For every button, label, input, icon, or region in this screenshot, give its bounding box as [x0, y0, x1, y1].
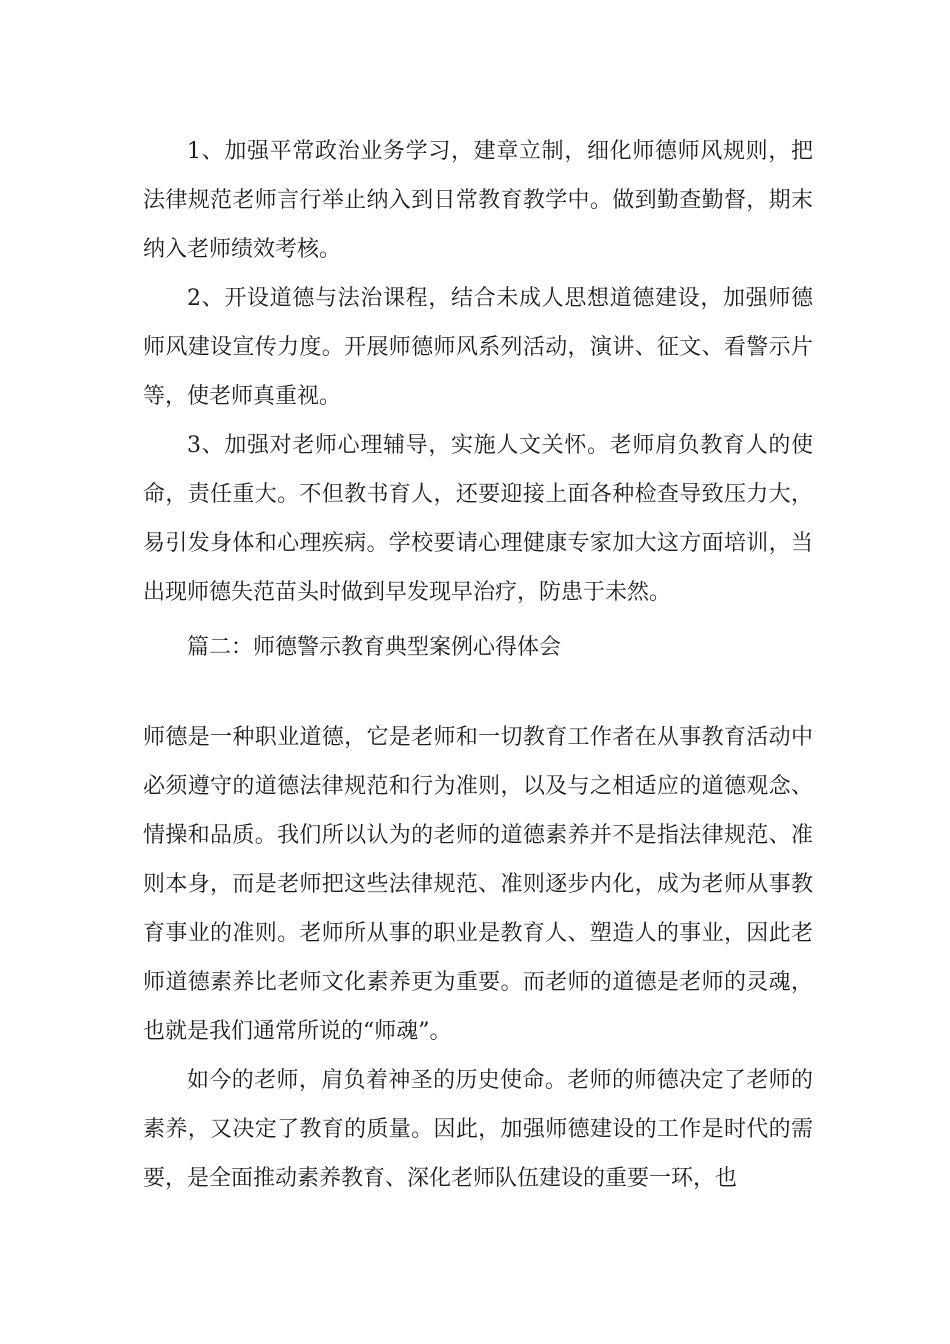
paragraph-measure-1: 1、加强平常政治业务学习，建章立制，细化师德师风规则，把法律规范老师言行举止纳入到日常教育教学中。做到勤查勤督，期末纳入老师绩效考核。	[143, 139, 813, 262]
paragraph-teacher-ethics-definition: 师德是一种职业道德，它是老师和一切教育工作者在从事教育活动中必须遵守的道德法律规范和行为准则，以及与之相适应的道德观念、情操和品质。我们所以认为的老师的道德素养并不是指法律规范、准则本身，而是老师把这些法律规范、准则逐步内化，成为老师从事教育事业的准则。老师所从事的职业是教育人、塑造人的事业，因此老师道德素养比老师文化素养更为重要。而老师的道德是老师的灵魂，也就是我们通常所说的“师魂”。	[143, 725, 813, 1044]
paragraph-teacher-mission: 如今的老师，肩负着神圣的历史使命。老师的师德决定了老师的素养，又决定了教育的质量。因此，加强师德建设的工作是时代的需要，是全面推动素养教育、深化老师队伍建设的重要一环，也	[143, 1068, 813, 1191]
paragraph-measure-2: 2、开设道德与法治课程，结合未成人思想道德建设，加强师德师风建设宣传力度。开展师德师风系列活动，演讲、征文、看警示片等，使老师真重视。	[143, 286, 813, 409]
paragraph-measure-3: 3、加强对老师心理辅导，实施人文关怀。老师肩负教育人的使命，责任重大。不但教书育人，还要迎接上面各种检查导致压力大，易引发身体和心理疾病。学校要请心理健康专家加大这方面培训，当出现师德失范苗头时做到早发现早治疗，防患于未然。	[143, 433, 813, 605]
text-block-top	[143, 127, 813, 617]
text-block-bottom	[143, 713, 813, 1203]
section-heading: 篇二：师德警示教育典型案例心得体会	[187, 635, 562, 660]
